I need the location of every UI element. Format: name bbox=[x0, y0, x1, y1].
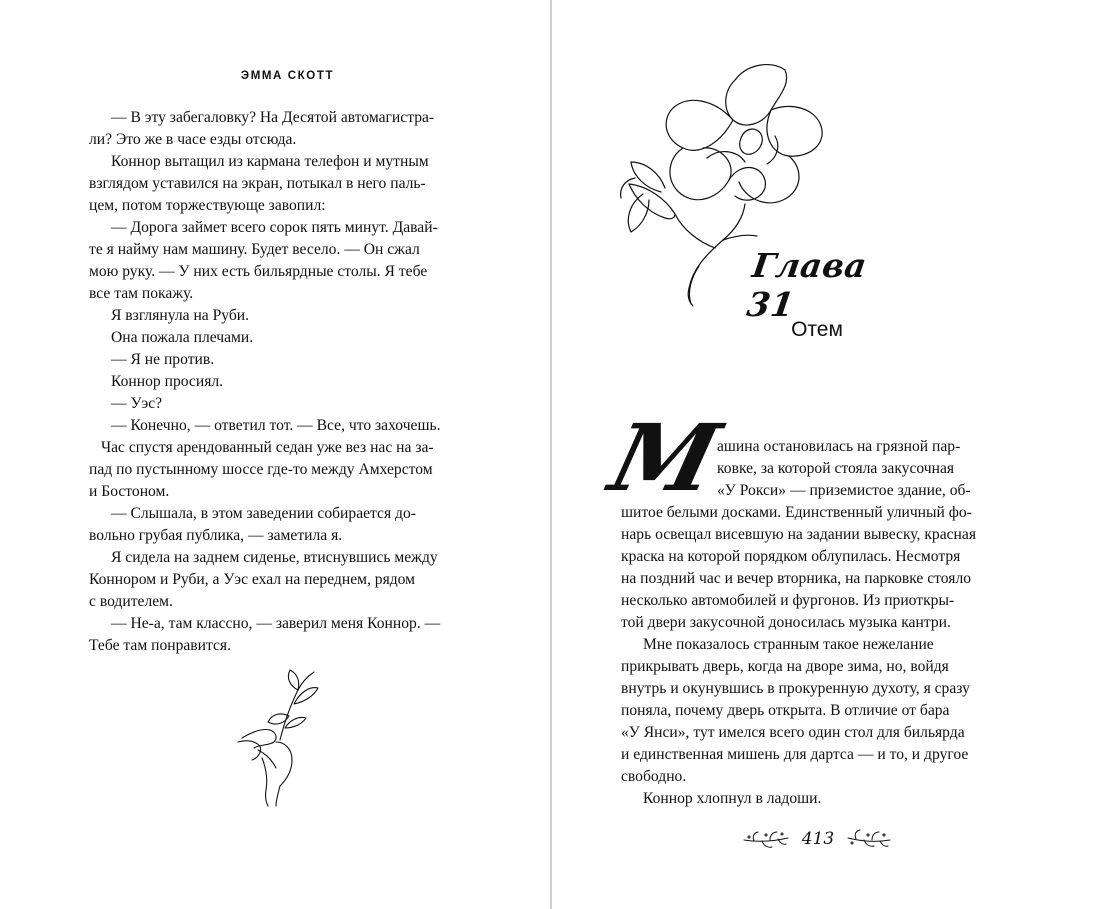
paragraph: — Не-а, там классно, — заверил меня Коннор. — Тебе там понравится. bbox=[89, 615, 441, 654]
paragraph: — Я не против. bbox=[111, 351, 215, 368]
page-number-folio bbox=[742, 826, 892, 856]
paragraph: Я сидела на заднем сиденье, втиснувшись между Коннором и Руби, а Уэс ехал на переднем, рядом с водителем. bbox=[89, 549, 438, 610]
paragraph: Она пожала плечами. bbox=[111, 329, 254, 346]
right-page bbox=[552, 0, 1102, 909]
left-page bbox=[0, 0, 550, 909]
left-sprig-icon bbox=[742, 828, 790, 852]
hand-with-sprig-ornament bbox=[232, 668, 332, 808]
chapter-narrator: Отем bbox=[791, 318, 843, 341]
paragraph: — Конечно, — ответил тот. — Все, что захочешь. bbox=[111, 417, 441, 434]
drop-cap: М bbox=[600, 404, 730, 512]
left-page-text bbox=[89, 107, 486, 657]
chapter-title: Глава 31 bbox=[744, 246, 870, 324]
running-head: ЭММА СКОТТ bbox=[240, 70, 335, 82]
page-number: 413 bbox=[801, 829, 835, 849]
paragraph: — Слышала, в этом заведении собирается до- вольно грубая публика, — заметила я. bbox=[89, 505, 416, 544]
paragraph: Коннор просиял. bbox=[111, 373, 224, 390]
paragraph: Час спустя арендованный седан уже вез нас на за- пад по пустынному шоссе где-то между Амхерстом и Бостоном. bbox=[89, 439, 434, 500]
paragraph: — Уэс? bbox=[111, 395, 163, 412]
paragraph: Коннор хлопнул в ладоши. bbox=[643, 790, 822, 807]
paragraph: ашина остановилась на грязной пар- ковке, за которой стояла закусочная «У Рокси» — приземистое здание, об- шитое белыми досками. Единственный уличный фо- нарь освещал висевшую на задании вывеску, красная краска на которой порядком облупилась. Несмотря на поздний час и вечер вторника, на парковке стояло несколько автомобилей и фургонов. Из приоткры- той двери закусочной доносилась музыка кантри. bbox=[621, 438, 976, 631]
paragraph: Я взглянула на Руби. bbox=[111, 307, 250, 324]
paragraph: Коннор вытащил из кармана телефон и мутным взглядом уставился на экран, потыкал в него паль- цем, потом торжествующе завопил: bbox=[89, 153, 429, 214]
paragraph: Мне показалось странным такое нежелание прикрывать дверь, когда на дворе зима, но, войдя внутрь и окунувшись в прокуренную духоту, я сразу поняла, почему дверь открыта. В отличие от бара «У Янси», тут имелся всего один стол для бильярда и единственная мишень для дартса — и то, и другое свободно. bbox=[621, 636, 970, 785]
right-sprig-icon bbox=[846, 828, 892, 852]
right-page-text bbox=[621, 436, 1014, 810]
paragraph: — Дорога займет всего сорок пять минут. Давай- те я найму нам машину. Будет весело. — Он сжал мою руку. — У них есть бильярдные столы. Я тебе все там покажу. bbox=[89, 219, 438, 302]
paragraph: — В эту забегаловку? На Десятой автомагистра- ли? Это же в часе езды отсюда. bbox=[89, 109, 435, 148]
